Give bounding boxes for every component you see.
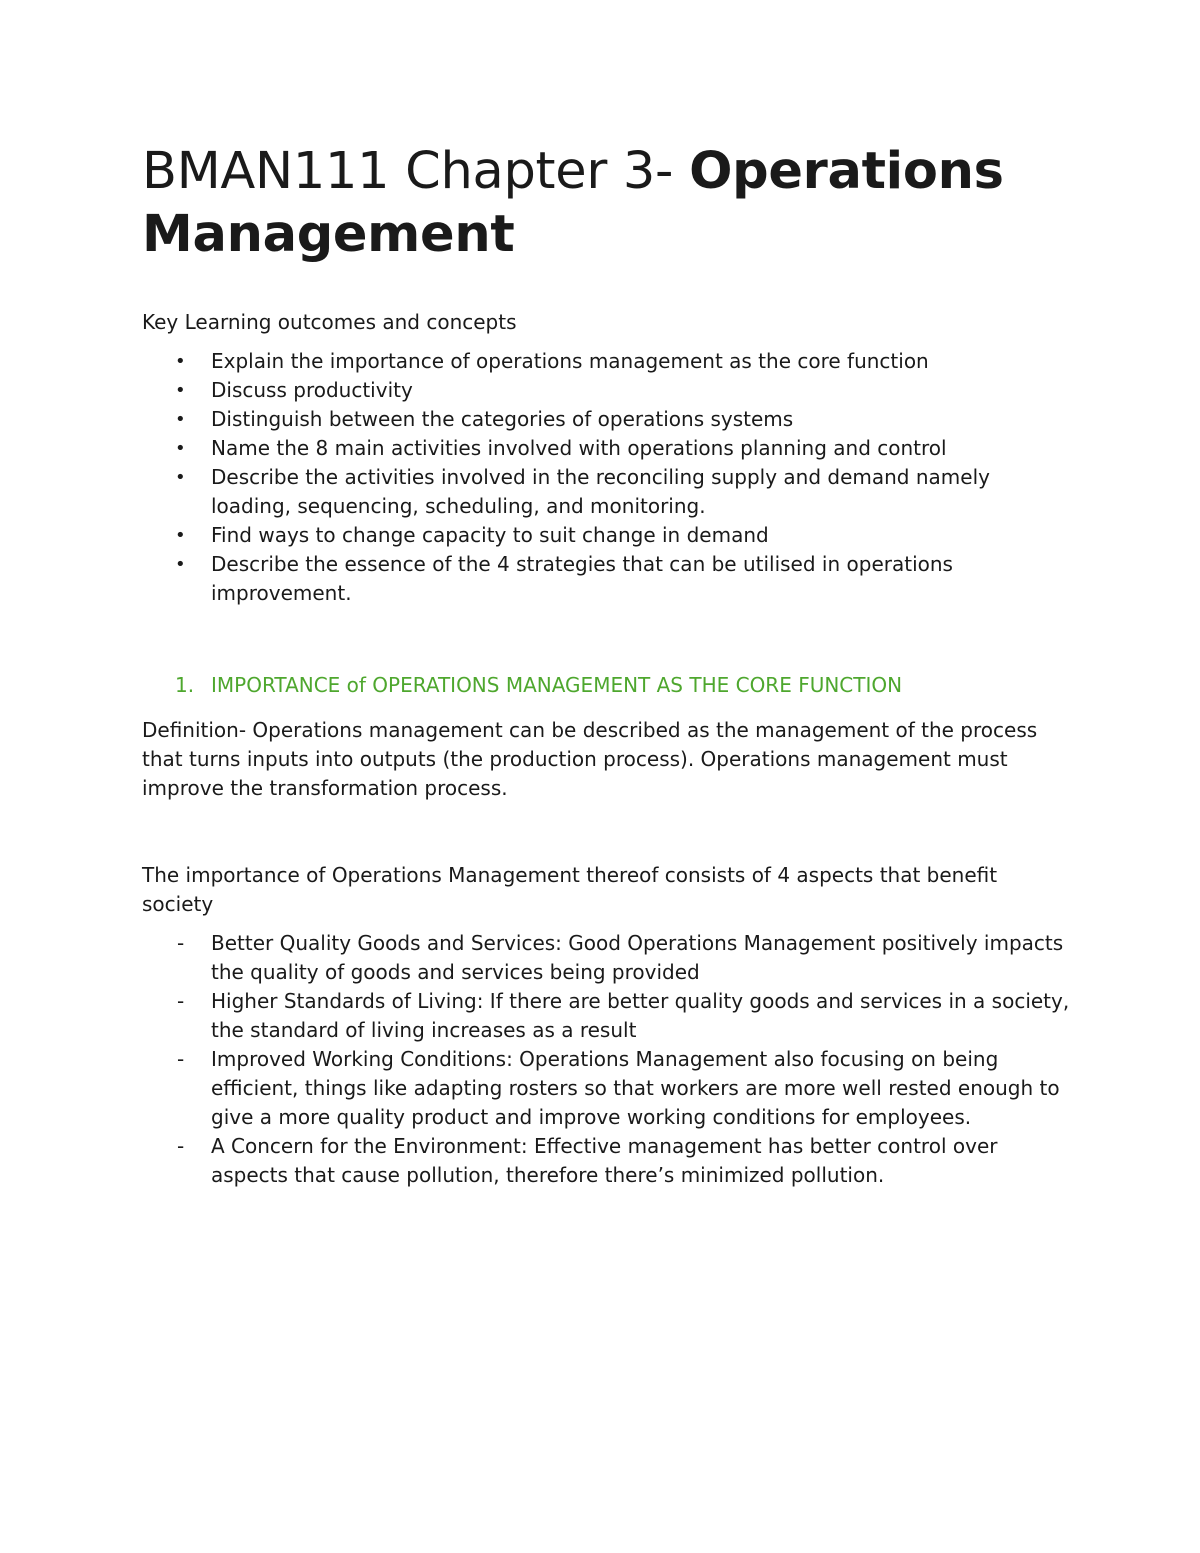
- list-item: [142, 434, 1072, 463]
- list-item-text: Describe the essence of the 4 strategies that can be utilised in operations improvement.: [211, 552, 953, 605]
- list-item: [142, 550, 1072, 608]
- key-outcomes-list: [142, 347, 1072, 608]
- list-item: [142, 521, 1072, 550]
- bullet-icon: •: [175, 351, 186, 372]
- list-item: [142, 347, 1072, 376]
- bullet-icon: •: [175, 438, 186, 459]
- title-bold-part: Operations: [689, 142, 1004, 201]
- list-item-text: Better Quality Goods and Services: Good Operations Management positively impacts the quality of goods and services being provided: [211, 931, 1064, 984]
- dash-icon: -: [177, 931, 185, 955]
- section-number: 1.: [175, 673, 195, 697]
- document-page: [142, 140, 1072, 1190]
- list-item-text: Discuss productivity: [211, 378, 413, 402]
- document-title: [142, 140, 1072, 266]
- section-heading-text: IMPORTANCE of OPERATIONS MANAGEMENT AS THE CORE FUNCTION: [211, 673, 903, 697]
- list-item: [142, 1045, 1072, 1132]
- section-heading: [142, 671, 1072, 700]
- bullet-icon: •: [175, 554, 186, 575]
- list-item-text: Explain the importance of operations management as the core function: [211, 349, 929, 373]
- list-item-text: Describe the activities involved in the reconciling supply and demand namely loading, sequencing, scheduling, and monitoring.: [211, 465, 990, 518]
- definition-paragraph: Definition- Operations management can be described as the management of the process that turns inputs into outputs (the production process). Operations management must improve the transformation process.: [142, 718, 1038, 800]
- aspects-list: [142, 929, 1072, 1190]
- bullet-icon: •: [175, 525, 186, 546]
- list-item-text: Distinguish between the categories of operations systems: [211, 407, 794, 431]
- list-item: [142, 463, 1072, 521]
- dash-icon: -: [177, 989, 185, 1013]
- list-item: [142, 929, 1072, 987]
- dash-icon: -: [177, 1047, 185, 1071]
- list-item: [142, 376, 1072, 405]
- list-item-text: A Concern for the Environment: Effective management has better control over aspects that cause pollution, therefore there’s minimized pollution.: [211, 1134, 998, 1187]
- list-item-text: Higher Standards of Living: If there are better quality goods and services in a society, the standard of living increases as a result: [211, 989, 1070, 1042]
- importance-intro-paragraph: The importance of Operations Management thereof consists of 4 aspects that benefit society: [142, 863, 998, 916]
- list-item: [142, 987, 1072, 1045]
- list-item: [142, 405, 1072, 434]
- dash-icon: -: [177, 1134, 185, 1158]
- title-second-line: Management: [142, 205, 515, 264]
- bullet-icon: •: [175, 467, 186, 488]
- key-outcomes-heading: Key Learning outcomes and concepts: [142, 310, 517, 334]
- bullet-icon: •: [175, 380, 186, 401]
- list-item-text: Name the 8 main activities involved with operations planning and control: [211, 436, 947, 460]
- bullet-icon: •: [175, 409, 186, 430]
- title-prefix: BMAN111 Chapter 3-: [142, 142, 690, 201]
- list-item: [142, 1132, 1072, 1190]
- list-item-text: Find ways to change capacity to suit change in demand: [211, 523, 769, 547]
- list-item-text: Improved Working Conditions: Operations Management also focusing on being efficient, things like adapting rosters so that workers are more well rested enough to give a more quality product and improve working conditions for employees.: [211, 1047, 1060, 1129]
